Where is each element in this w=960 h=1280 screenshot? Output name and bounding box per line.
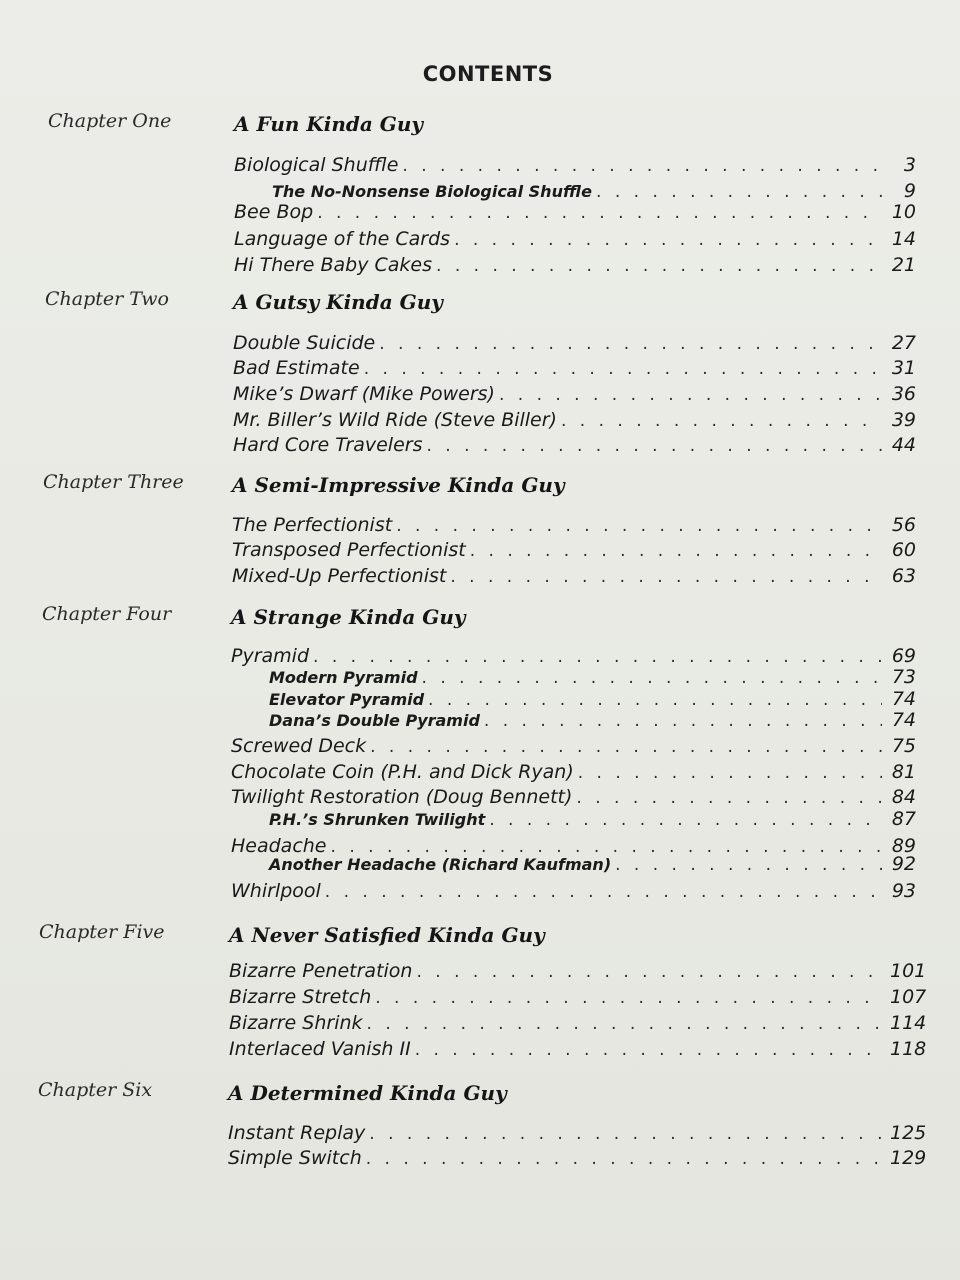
list-item (232, 537, 916, 563)
entry-title: Chocolate Coin (P.H. and Dick Ryan) (231, 761, 574, 783)
page-number: 56 (891, 514, 916, 536)
entry-title: Mr. Biller’s Wild Ride (Steve Biller) (233, 409, 557, 431)
sub-entry (231, 707, 916, 733)
chapter-title: A Strange Kinda Guy (231, 605, 466, 629)
chapter-title: A Fun Kinda Guy (234, 112, 424, 136)
entry-title: The Perfectionist (232, 514, 393, 536)
dot-leader (415, 1037, 882, 1063)
list-item (234, 226, 916, 252)
page-number: 101 (890, 960, 927, 982)
page-number: 31 (891, 357, 916, 379)
page-number: 9 (903, 180, 916, 202)
list-item (233, 407, 916, 433)
entry-title: Double Suicide (233, 332, 376, 354)
dot-leader (402, 153, 882, 179)
page-number: 114 (890, 1012, 927, 1034)
entry-title: P.H.’s Shrunken Twilight (269, 810, 486, 829)
dot-leader (454, 227, 882, 253)
entry-title: Hi There Baby Cakes (234, 254, 433, 276)
entry-title: Whirlpool (231, 880, 321, 902)
list-item (229, 984, 927, 1010)
chapter-label: Chapter Three (43, 471, 184, 493)
page-number: 39 (891, 409, 916, 431)
entry-title: Hard Core Travelers (233, 434, 423, 456)
list-item (232, 512, 916, 538)
page-number: 93 (891, 880, 916, 902)
page-number: 87 (891, 808, 916, 830)
entry-title: Simple Switch (228, 1147, 362, 1169)
page-number: 10 (891, 201, 916, 223)
chapter-label: Chapter One (48, 110, 172, 132)
dot-leader (364, 356, 882, 382)
dot-leader (470, 538, 882, 564)
entry-title: Another Headache (Richard Kaufman) (269, 855, 612, 874)
entry-title: The No-Nonsense Biological Shuffle (272, 182, 593, 201)
dot-leader (426, 433, 882, 459)
dot-leader (375, 985, 882, 1011)
entry-title: Screwed Deck (231, 735, 367, 757)
list-item (229, 1010, 927, 1036)
chapter-title: A Semi-Impressive Kinda Guy (232, 473, 565, 497)
page-number: 74 (891, 688, 916, 710)
list-item (233, 381, 916, 407)
page-number: 14 (891, 228, 916, 250)
sub-entry (231, 806, 916, 832)
dot-leader (450, 564, 882, 590)
dot-leader (561, 408, 882, 434)
page-number: 92 (891, 853, 916, 875)
dot-leader (615, 852, 882, 878)
page-number: 125 (890, 1122, 927, 1144)
list-item (229, 1036, 927, 1062)
dot-leader (379, 331, 882, 357)
sub-entry (231, 851, 916, 877)
dot-leader (499, 382, 882, 408)
entry-title: Elevator Pyramid (269, 690, 425, 709)
page-number: 107 (890, 986, 927, 1008)
chapter-label: Chapter Four (42, 603, 172, 625)
list-item (233, 355, 916, 381)
dot-leader (325, 879, 882, 905)
entry-title: Twilight Restoration (Doug Bennett) (231, 786, 573, 808)
entry-title: Biological Shuffle (234, 154, 399, 176)
page-number: 74 (891, 709, 916, 731)
list-item (232, 563, 916, 589)
entry-title: Bizarre Stretch (229, 986, 372, 1008)
page-number: 84 (891, 786, 916, 808)
entry-title: Headache (231, 835, 327, 857)
page-number: 21 (891, 254, 916, 276)
dot-leader (396, 513, 882, 539)
entry-title: Pyramid (231, 645, 310, 667)
dot-leader (436, 253, 882, 279)
dot-leader (489, 807, 882, 833)
chapter-label: Chapter Six (38, 1079, 153, 1101)
list-item (231, 733, 916, 759)
dot-leader (367, 1011, 882, 1037)
page-number: 81 (891, 761, 916, 783)
entry-title: Modern Pyramid (269, 668, 418, 687)
list-item (228, 1145, 927, 1171)
page-number: 73 (891, 666, 916, 688)
entry-title: Dana’s Double Pyramid (269, 711, 480, 730)
page-number: 60 (891, 539, 916, 561)
dot-leader (369, 1121, 882, 1147)
list-item (231, 759, 916, 785)
entry-title: Bizarre Shrink (229, 1012, 363, 1034)
chapter-label: Chapter Five (39, 921, 165, 943)
page-number: 3 (903, 154, 916, 176)
entry-title: Transposed Perfectionist (232, 539, 466, 561)
entry-title: Mike’s Dwarf (Mike Powers) (233, 383, 495, 405)
entry-title: Bizarre Penetration (229, 960, 413, 982)
entry-title: Instant Replay (228, 1122, 366, 1144)
page-number: 44 (891, 434, 916, 456)
list-item (234, 152, 916, 178)
list-item (231, 878, 916, 904)
entry-title: Bad Estimate (233, 357, 360, 379)
page-number: 75 (891, 735, 916, 757)
page-number: 63 (891, 565, 916, 587)
entry-title: Mixed-Up Perfectionist (232, 565, 447, 587)
dot-leader (370, 734, 882, 760)
list-item (234, 252, 916, 278)
dot-leader (578, 760, 882, 786)
page-number: 129 (890, 1147, 927, 1169)
chapter-label: Chapter Two (45, 288, 169, 310)
entry-title: Language of the Cards (234, 228, 451, 250)
list-item (229, 958, 927, 984)
chapter-title: A Determined Kinda Guy (228, 1081, 507, 1105)
page-number: 36 (891, 383, 916, 405)
dot-leader (416, 959, 882, 985)
list-item (234, 199, 916, 225)
entry-title: Interlaced Vanish II (229, 1038, 411, 1060)
entry-title: Bee Bop (234, 201, 314, 223)
list-item (228, 1120, 927, 1146)
page-number: 118 (890, 1038, 927, 1060)
dot-leader (317, 200, 882, 226)
page-number: 89 (891, 835, 916, 857)
page-number: 69 (891, 645, 916, 667)
dot-leader (366, 1146, 882, 1172)
list-item (233, 330, 916, 356)
dot-leader (484, 708, 882, 734)
contents-heading: CONTENTS (422, 62, 554, 86)
chapter-title: A Never Satisfied Kinda Guy (229, 923, 545, 947)
chapter-title: A Gutsy Kinda Guy (233, 290, 443, 314)
page-number: 27 (891, 332, 916, 354)
list-item (233, 432, 916, 458)
